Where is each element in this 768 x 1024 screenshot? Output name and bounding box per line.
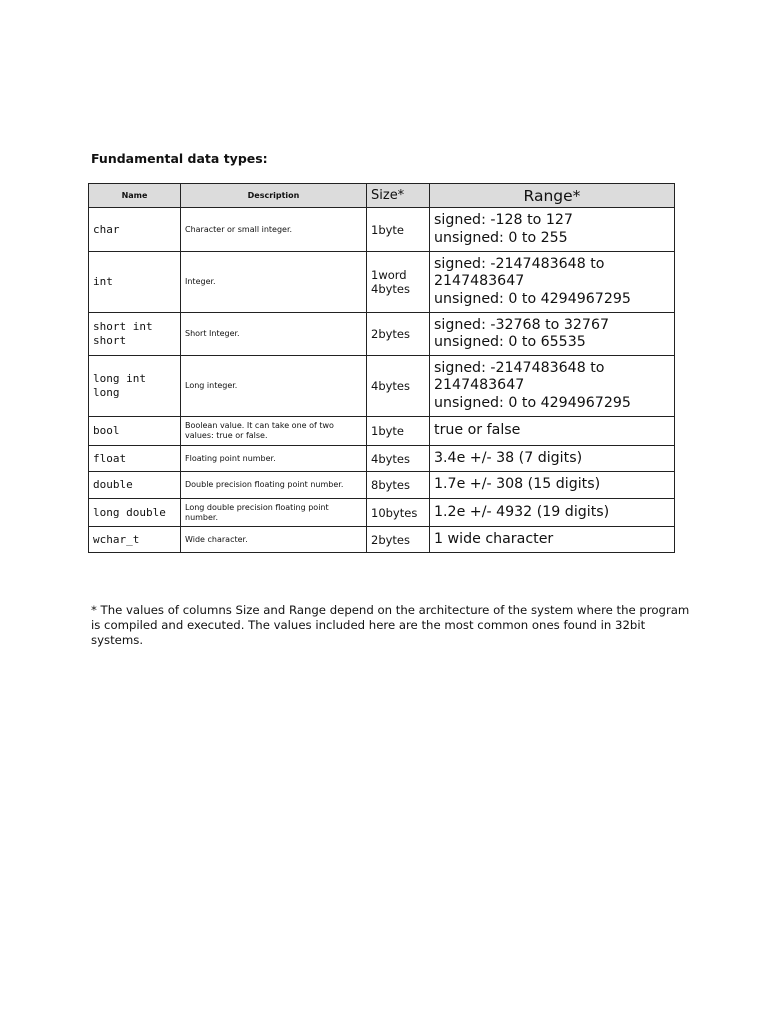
type-name-cell xyxy=(89,356,181,417)
type-range-cell xyxy=(430,417,675,446)
type-size-cell xyxy=(367,472,430,499)
type-name-cell xyxy=(89,252,181,313)
type-size-cell-line: 4bytes xyxy=(371,379,410,393)
type-range-cell-line: 1.7e +/- 308 (15 digits) xyxy=(434,476,601,493)
type-description-cell: Long integer. xyxy=(181,356,367,417)
type-size-cell xyxy=(367,417,430,446)
header-range: Range* xyxy=(430,184,675,208)
page-title: Fundamental data types: xyxy=(91,151,268,166)
type-description-cell: Wide character. xyxy=(181,527,367,553)
type-description-cell: Double precision floating point number. xyxy=(181,472,367,499)
type-size-cell xyxy=(367,446,430,472)
type-name-cell xyxy=(89,499,181,527)
header-description: Description xyxy=(181,184,367,208)
type-range-cell-line: unsigned: 0 to 4294967295 xyxy=(434,394,631,411)
header-size: Size* xyxy=(367,184,430,208)
type-size-cell-line: 2bytes xyxy=(371,532,410,547)
type-name-cell xyxy=(89,527,181,553)
type-range-cell xyxy=(430,313,675,356)
table-row xyxy=(89,472,675,499)
type-name-cell-line: long xyxy=(93,386,120,399)
type-name-cell xyxy=(89,417,181,446)
type-description-cell: Integer. xyxy=(181,252,367,313)
type-range-cell-line: signed: -2147483648 to xyxy=(434,359,605,376)
type-range-cell xyxy=(430,527,675,553)
type-name-cell xyxy=(89,472,181,499)
header-name: Name xyxy=(89,184,181,208)
type-size-cell xyxy=(367,356,430,417)
table-row xyxy=(89,527,675,553)
type-range-cell xyxy=(430,252,675,313)
type-range-cell xyxy=(430,208,675,252)
type-range-cell xyxy=(430,499,675,527)
type-size-cell-line: 4bytes xyxy=(371,282,410,296)
type-description-cell: Long double precision floating point number. xyxy=(181,499,367,527)
type-range-cell-line: 3.4e +/- 38 (7 digits) xyxy=(434,449,583,466)
type-name-cell-line: wchar_t xyxy=(93,532,140,546)
footnote: * The values of columns Size and Range depend on the architecture of the system where the program is compiled and executed. The values included here are the most common ones found in 32bit systems. xyxy=(91,603,690,648)
type-name-cell-line: short int xyxy=(93,320,153,333)
type-range-cell-line: unsigned: 0 to 4294967295 xyxy=(434,290,631,307)
table-header-row xyxy=(89,184,675,208)
type-name-cell xyxy=(89,208,181,252)
type-range-cell xyxy=(430,446,675,472)
type-size-cell-line: 1byte xyxy=(371,424,405,438)
type-size-cell-line: 4bytes xyxy=(371,451,410,466)
type-size-cell-line: 8bytes xyxy=(371,478,410,492)
type-range-cell xyxy=(430,472,675,499)
type-range-cell-line: 2147483647 xyxy=(434,273,525,290)
type-range-cell xyxy=(430,356,675,417)
type-range-cell-line: 1.2e +/- 4932 (19 digits) xyxy=(434,503,610,520)
type-range-cell-line: 2147483647 xyxy=(434,377,525,394)
type-size-cell xyxy=(367,499,430,527)
type-range-cell-line: 1 wide character xyxy=(434,530,554,547)
table-row xyxy=(89,417,675,446)
type-range-cell-line: unsigned: 0 to 65535 xyxy=(434,334,586,350)
type-size-cell-line: 1word xyxy=(371,268,407,282)
table-body xyxy=(89,208,675,553)
type-name-cell xyxy=(89,313,181,356)
type-name-cell-line: short xyxy=(93,334,127,347)
type-name-cell-line: double xyxy=(93,478,133,491)
type-name-cell-line: bool xyxy=(93,424,120,437)
type-name-cell-line: float xyxy=(93,451,127,465)
table-row xyxy=(89,252,675,313)
type-size-cell xyxy=(367,527,430,553)
type-name-cell-line: char xyxy=(93,222,120,236)
type-size-cell-line: 1byte xyxy=(371,222,405,237)
type-name-cell xyxy=(89,446,181,472)
type-name-cell-line: long double xyxy=(93,505,166,519)
type-size-cell-line: 2bytes xyxy=(371,327,410,341)
type-description-cell: Character or small integer. xyxy=(181,208,367,252)
type-name-cell-line: long int xyxy=(93,372,146,385)
type-range-cell-line: signed: -2147483648 to xyxy=(434,255,605,272)
type-name-cell-line: int xyxy=(93,275,113,288)
type-description-cell: Floating point number. xyxy=(181,446,367,472)
type-range-cell-line: unsigned: 0 to 255 xyxy=(434,229,568,246)
table-row xyxy=(89,446,675,472)
table-row xyxy=(89,208,675,252)
type-description-cell: Boolean value. It can take one of two values: true or false. xyxy=(181,417,367,446)
table-row xyxy=(89,356,675,417)
data-types-table xyxy=(88,183,675,553)
type-size-cell xyxy=(367,252,430,313)
type-range-cell-line: signed: -128 to 127 xyxy=(434,212,573,228)
table-row xyxy=(89,499,675,527)
type-size-cell-line: 10bytes xyxy=(371,505,418,520)
type-size-cell xyxy=(367,313,430,356)
type-range-cell-line: signed: -32768 to 32767 xyxy=(434,316,610,333)
type-description-cell: Short Integer. xyxy=(181,313,367,356)
type-range-cell-line: true or false xyxy=(434,422,521,439)
table-row xyxy=(89,313,675,356)
type-size-cell xyxy=(367,208,430,252)
